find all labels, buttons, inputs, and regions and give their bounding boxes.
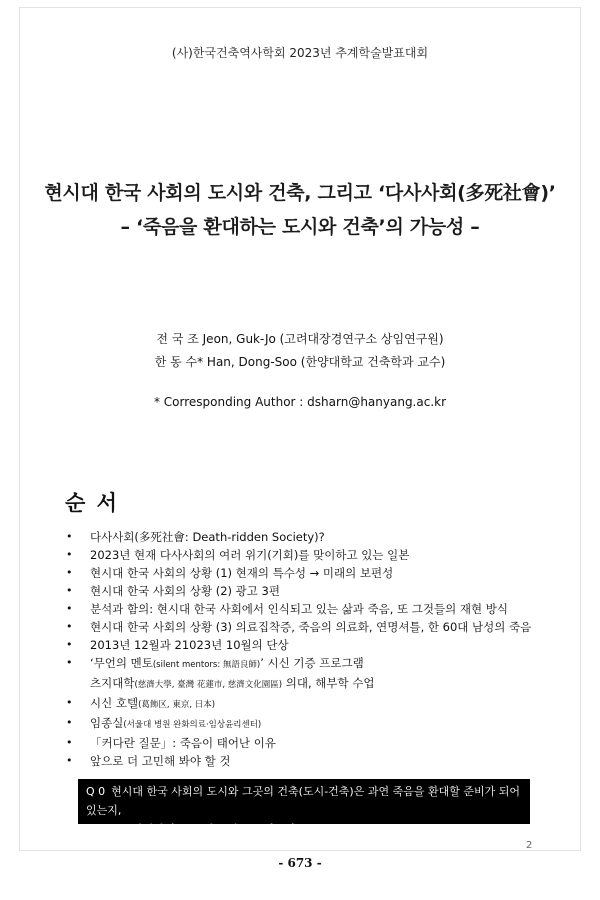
bullet-icon: • <box>66 638 73 651</box>
toc-item <box>66 528 546 546</box>
corresponding-author: * Corresponding Author : dsharn@hanyang.ac.kr <box>153 395 447 409</box>
toc-item-mentor <box>66 654 546 694</box>
toc-heading: 순 서 <box>65 491 119 515</box>
toc-item <box>66 636 546 654</box>
mentor-text-post: ’ 시신 기증 프로그램 <box>260 656 364 670</box>
tzuchi-text-post: 의대, 해부학 수업 <box>282 676 375 690</box>
toc-item-tzuchi-line <box>90 674 546 694</box>
room-note: (서울대 병원 완화의료·임상윤리센터) <box>123 720 262 730</box>
bullet-icon: • <box>66 656 73 669</box>
page-number: - 673 - <box>278 856 322 870</box>
title-line-2: – ‘죽음을 환대하는 도시와 건축’의 가능성 – <box>120 216 480 238</box>
question-box <box>78 779 530 836</box>
toc-item <box>66 582 546 600</box>
question-line-2: 그도 아니라면 그 준비를 하고는 있는지? <box>108 823 302 836</box>
bullet-icon: • <box>66 602 73 615</box>
bullet-icon: • <box>66 548 73 561</box>
toc-item-question <box>66 734 546 752</box>
room-text: 임종실 <box>90 716 124 730</box>
author-1: 전 국 조 Jeon, Guk-Jo (고려대장경연구소 상임연구원) <box>156 332 444 346</box>
toc-item-mentor-line <box>90 654 546 674</box>
toc-item-text: 2023년 현재 다사사회의 여러 위기(기회)를 맞이하고 있는 일본 <box>90 548 410 562</box>
bullet-icon: • <box>66 696 73 709</box>
toc-item <box>66 564 546 582</box>
toc-item-hotel <box>66 694 546 714</box>
toc-item <box>66 600 546 618</box>
conference-header: (사)한국건축역사학회 2023년 추계학술발표대회 <box>171 46 429 60</box>
toc-item <box>66 546 546 564</box>
bullet-icon: • <box>66 736 73 749</box>
toc-item-text: 현시대 한국 사회의 상황 (2) 광고 3편 <box>90 584 280 598</box>
toc-item-text: 현시대 한국 사회의 상황 (1) 현재의 특수성 → 미래의 보편성 <box>90 566 394 580</box>
toc-item-text: 「커다란 질문」: 죽음이 태어난 이유 <box>90 736 276 750</box>
toc-item-future <box>66 752 546 770</box>
toc-item-text: 현시대 한국 사회의 상황 (3) 의료집착증, 죽음의 의료화, 연명셔틀, 한 60대 남성의 죽음 <box>90 620 532 634</box>
toc-item-room <box>66 714 546 734</box>
bullet-icon: • <box>66 584 73 597</box>
toc-item-text: 앞으로 더 고민해 봐야 할 것 <box>90 754 231 768</box>
toc-item-text: 분석과 함의: 현시대 한국 사회에서 인식되고 있는 삶과 죽음, 또 그것들의 재현 방식 <box>90 602 508 616</box>
mentor-text: ‘무언의 멘토 <box>90 656 153 670</box>
toc-item <box>66 618 546 636</box>
question-label: Q 0 <box>86 785 106 798</box>
bullet-icon: • <box>66 754 73 767</box>
title-line-1: 현시대 한국 사회의 도시와 건축, 그리고 ‘다사사회(多死社會)’ <box>44 182 556 204</box>
bullet-icon: • <box>66 566 73 579</box>
bullet-icon: • <box>66 530 73 543</box>
tzuchi-note: (慈濟大學, 臺灣 花蓮市, 慈濟文化園區) <box>134 680 283 690</box>
toc-item-text: 2013년 12월과 21023년 10월의 단상 <box>90 638 289 652</box>
question-line-1: 현시대 한국 사회의 도시와 그곳의 건축(도시-건축)은 과연 죽음을 환대할 준비가 되어 있는지, <box>86 785 520 817</box>
bullet-icon: • <box>66 716 73 729</box>
slide-number: 2 <box>526 840 533 851</box>
hotel-note: (葛飾区, 東京, 日本) <box>138 700 216 710</box>
toc-item-text: 다사사회(多死社會: Death-ridden Society)? <box>90 530 325 544</box>
hotel-text: 시신 호텔 <box>90 696 139 710</box>
mentor-note: (silent mentors: 無語良師) <box>152 660 261 670</box>
author-2: 한 동 수* Han, Dong-Soo (한양대학교 건축학과 교수) <box>154 355 446 369</box>
toc-list <box>66 528 546 770</box>
bullet-icon: • <box>66 620 73 633</box>
tzuchi-text: 츠지대학 <box>90 676 135 690</box>
